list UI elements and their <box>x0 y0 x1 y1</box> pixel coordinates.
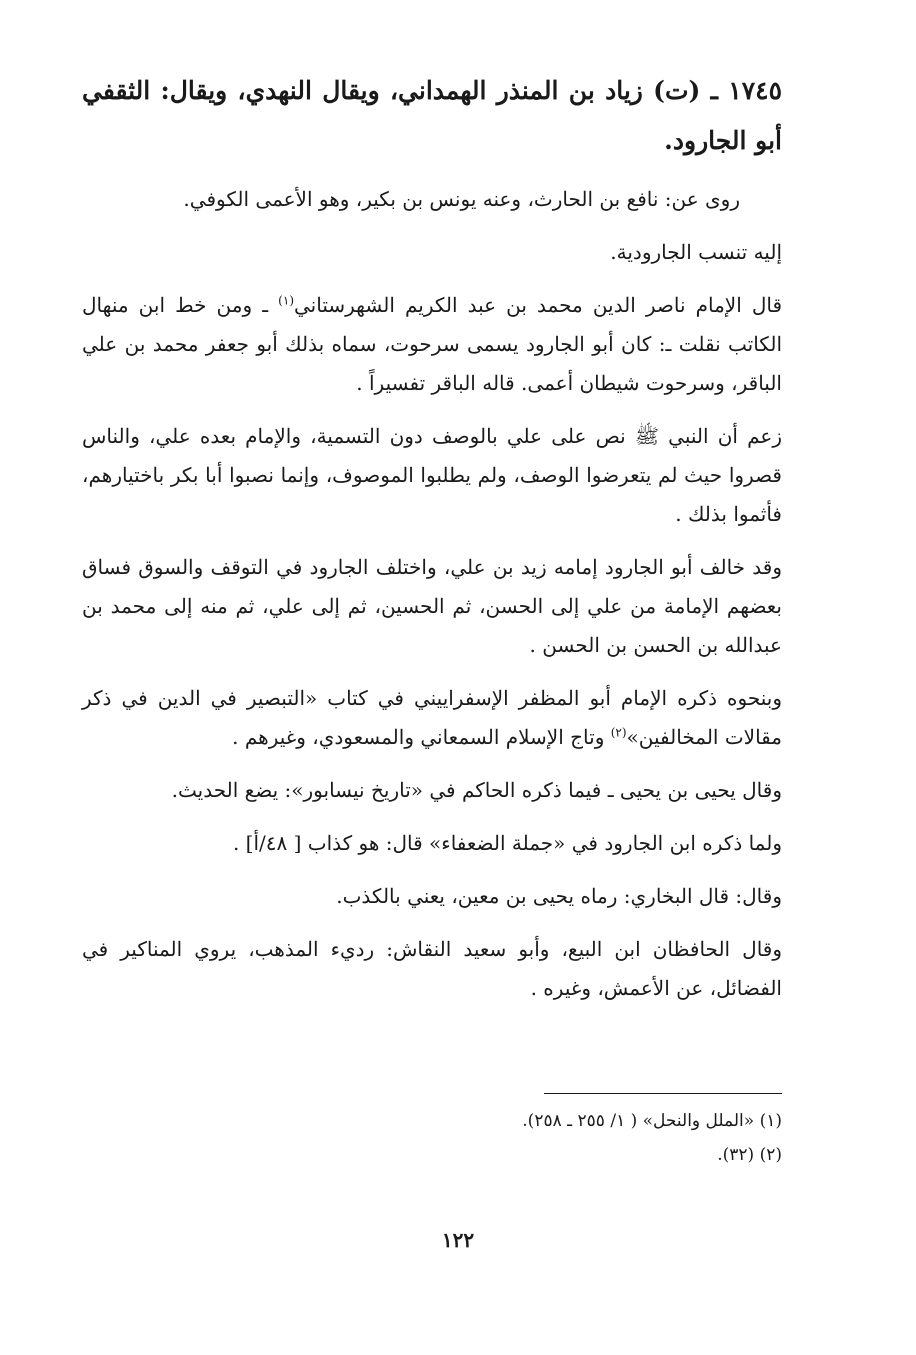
paragraph-claim: زعم أن النبي ﷺ نص على علي بالوصف دون التسمية، والإمام بعده علي، والناس قصروا حيث لم يتعرضوا الوصف، ولم يطلبوا الموصوف، وإنما نصبوا أبا بكر باختيارهم، فأثموا بذلك . <box>82 424 782 526</box>
paragraph-isfarayini <box>82 679 782 757</box>
paragraph-jarudiyya: إليه تنسب الجارودية. <box>610 240 782 264</box>
footnote-ref: (٢) <box>610 725 627 740</box>
footnote-divider <box>544 1093 782 1094</box>
footnotes <box>82 1104 782 1172</box>
paragraph-text: وبنحوه ذكره الإمام أبو المظفر الإسفراييني في كتاب «التبصير في الدين في ذكر مقالات المخالفين» <box>82 686 782 749</box>
paragraph-shahrastani <box>82 286 782 403</box>
paragraph-text: ـ ومن خط ابن منهال الكاتب نقلت ـ: كان أبو الجارود يسمى سرحوت، سماه بذلك أبو جعفر محمد بن علي الباقر، وسرحوت شيطان أعمى. قاله الباقر تفسيراً . <box>82 293 782 395</box>
footnote-ref: (١) <box>278 293 294 308</box>
paragraph-text: وتاج الإسلام السمعاني والمسعودي، وغيرهم . <box>232 725 611 749</box>
paragraph-text: قال الإمام ناصر الدين محمد بن عبد الكريم الشهرستاني <box>294 293 783 317</box>
footnote-item: (٢) (٣٢). <box>717 1145 782 1165</box>
paragraph-hafizan: وقال الحافظان ابن البيع، وأبو سعيد النقاش: رديء المذهب، يروي المناكير في الفضائل، عن الأعمش، وغيره . <box>82 937 783 1000</box>
entry-title: ١٧٤٥ ـ (ت) زياد بن المنذر الهمداني، ويقال النهدي، ويقال: الثقفي أبو الجارود. <box>82 76 782 155</box>
paragraph-bukhari: وقال: قال البخاري: رماه يحيى بن معين، يعني بالكذب. <box>336 884 782 908</box>
page-number: ١٢٢ <box>441 1228 475 1252</box>
paragraph-ibn-aljarud: ولما ذكره ابن الجارود في «جملة الضعفاء» قال: هو كذاب [ ٤٨/أ] . <box>232 831 782 855</box>
paragraph-dissent: وقد خالف أبو الجارود إمامه زيد بن علي، واختلف الجارود في التوقف والسوق فساق بعضهم الإمامة من علي إلى الحسن، ثم الحسين، ثم إلى علي، ثم منه إلى محمد بن عبدالله بن الحسن بن الحسن . <box>82 555 782 657</box>
footnote-item: (١) «الملل والنحل» ( ١/ ٢٥٥ ـ ٢٥٨). <box>522 1111 782 1131</box>
page-body <box>82 66 782 1022</box>
paragraph-yahya: وقال يحيى بن يحيى ـ فيما ذكره الحاكم في «تاريخ نيسابور»: يضع الحديث. <box>171 778 782 802</box>
paragraph-narrators: روى عن: نافع بن الحارث، وعنه يونس بن بكير، وهو الأعمى الكوفي. <box>183 187 740 211</box>
